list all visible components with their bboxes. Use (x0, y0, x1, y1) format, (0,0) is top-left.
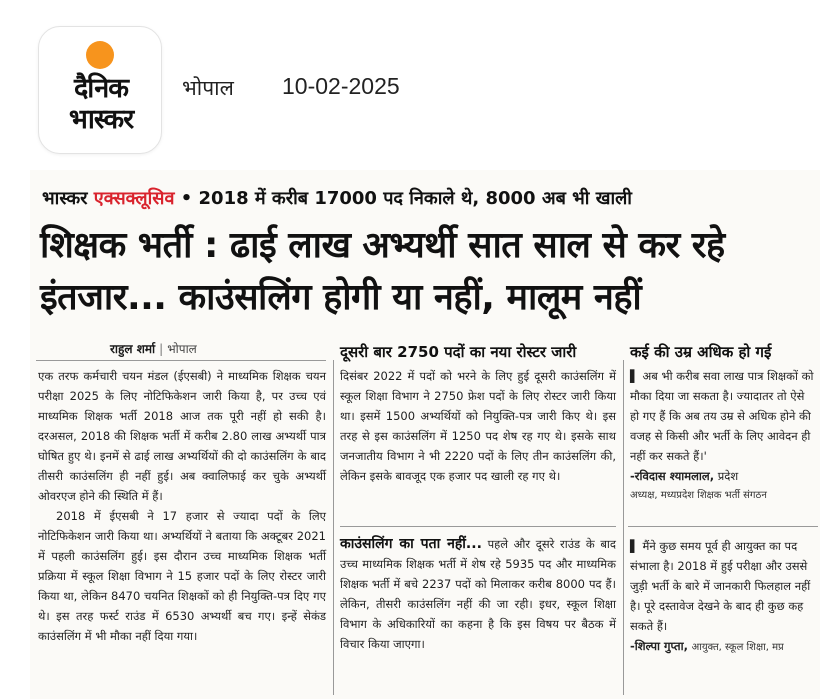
kicker-brand: भास्कर (42, 188, 88, 209)
byline (110, 340, 197, 357)
paragraph: 2018 में ईएसबी ने 17 हजार से ज्यादा पदों के लिए नोटिफिकेशन जारी किया था। अभ्यर्थियों ने बताया कि अक्टूबर 2021 में पहली काउंसलिंग हुई। इस दौरान उच्च माध्यमिक शिक्षक भर्ती प्रक्रिया में स्कूल शिक्षा विभाग ने 15 हजार पदों के लिए रोस्टर जारी किया था, लेकिन 8470 चयनित शिक्षकों को ही नियुक्ति-पत्र दिए गए थे। इस तरह फर्स्ट राउंड में 6530 अभ्यर्थी बच गए। इन्हें सेकंड काउंसलिंग में भी मौका नहीं दिया गया। (38, 509, 326, 643)
logo-text: दैनिक भास्कर (68, 73, 134, 135)
paragraph: पहले और दूसरे राउंड के बाद उच्च माध्यमिक शिक्षक भर्ती में शेष रहे 5935 पद और माध्यमिक शिक्षक भर्ती में बचे 2237 पदों को मिलाकर करीब 8000 पद हैं। लेकिन, तीसरी काउंसलिंग नहीं की जा रही। इधर, स्कूल शिक्षा विभाग के अधिकारियों का कहना है कि इस विषय पर बैठक में विचार किया जाएगा। (340, 537, 616, 651)
column-2-title: दूसरी बार 2750 पदों का नया रोस्टर जारी (340, 343, 577, 361)
app-logo[interactable] (38, 26, 162, 154)
byline-place: भोपाल (167, 342, 197, 356)
article-kicker (42, 186, 632, 210)
newspaper-clipping (30, 170, 820, 699)
paragraph: दिसंबर 2022 में पदों को भरने के लिए हुई दूसरी काउंसलिंग में स्कूल शिक्षा विभाग ने 2750 फ्रेश पदों के लिए रोस्टर जारी किया था। इसमें 1500 अभ्यर्थियों को नियुक्ति-पत्र जारी किए थे। इस तरह से इस काउंसलिंग में 1250 पद शेष रह गए थे। इसके साथ जनजातीय विभाग ने भी 2220 पदों के लिए तीन काउंसलिंग की, लेकिन इसके बावजूद एक हजार पद खाली रह गए थे। (340, 369, 616, 483)
article-column-1 (38, 366, 326, 646)
divider (333, 360, 334, 695)
quote-attribution-org: अध्यक्ष, मध्यप्रदेश शिक्षक भर्ती संगठन (630, 490, 767, 501)
divider (340, 526, 616, 527)
subhead: काउंसलिंग का पता नहीं... (340, 536, 482, 552)
quote-attribution-role: आयुक्त, स्कूल शिक्षा, मप्र (691, 642, 784, 653)
quote-attribution: -शिल्पा गुप्ता, (630, 639, 688, 653)
edition-city: भोपाल (182, 76, 234, 100)
column-3-title: कई की उम्र अधिक हो गई (630, 343, 772, 361)
article-column-2-sub (340, 534, 616, 654)
byline-author: राहुल शर्मा (110, 342, 156, 356)
quote-text: अब भी करीब सवा लाख पात्र शिक्षकों को मौका दिया जा सकता है। ज्यादातर तो ऐसे हो गए हैं कि अब तय उम्र से अधिक होने की वजह से किसी और भर्ती के लिए आवेदन ही नहीं कर सकते हैं।' (630, 369, 814, 463)
quote-marker-icon: ▌ (630, 369, 639, 383)
article-headline: शिक्षक भर्ती : ढाई लाख अभ्यर्थी सात साल से कर रहे इंतजार... काउंसलिंग होगी या नहीं, मालूम नहीं (40, 225, 725, 318)
quote-text: मैंने कुछ समय पूर्व ही आयुक्त का पद संभाला है। 2018 में हुई परीक्षा और उससे जुड़ी भर्ती के बारे में जानकारी फिलहाल नहीं है। पूरे दस्तावेज देखने के बाद ही कुछ कह सकते हैं। (630, 539, 811, 633)
divider (36, 360, 326, 361)
byline-separator: | (159, 342, 164, 356)
sun-icon (86, 41, 114, 69)
quote-attribution: -रविदास श्यामलाल, (630, 469, 715, 483)
quote-attribution-role: प्रदेश (717, 469, 739, 483)
paragraph: एक तरफ कर्मचारी चयन मंडल (ईएसबी) ने माध्यमिक शिक्षक चयन परीक्षा 2025 के लिए नोटिफिकेशन जारी किया है, पर उच्च एवं माध्यमिक शिक्षक भर्ती 2018 आज तक पूरी नहीं हो सकी है। दरअसल, 2018 की शिक्षक भर्ती में करीब 2.80 लाख अभ्यर्थी पात्र घोषित हुए थे। इनमें से ढाई लाख अभ्यर्थियों की दो काउंसलिंग के बाद तीसरी काउंसलिंग ही नहीं हुई। अब क्वालिफाई कर चुके अभ्यर्थी ओवरएज होने की स्थिति में हैं। (38, 369, 326, 503)
quote-block-1 (630, 366, 816, 506)
quote-marker-icon: ▌ (630, 539, 639, 553)
kicker-text: • 2018 में करीब 17000 पद निकाले थे, 8000 अब भी खाली (180, 188, 632, 209)
article-column-2 (340, 366, 616, 486)
kicker-exclusive: एक्सक्लूसिव (93, 188, 175, 209)
quote-block-2 (630, 536, 816, 658)
divider (628, 526, 818, 527)
divider (623, 360, 624, 695)
edition-date: 10-02-2025 (282, 73, 400, 99)
